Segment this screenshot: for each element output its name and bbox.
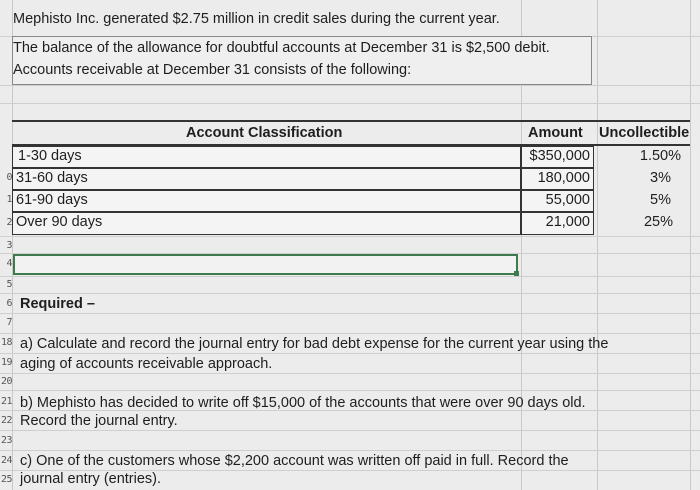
row-amount: $350,000	[529, 148, 590, 164]
grid-line	[597, 0, 598, 490]
row-number: 0	[6, 172, 12, 183]
table-top-border	[12, 120, 690, 122]
row-label: Over 90 days	[16, 214, 103, 230]
row-pct: 5%	[650, 192, 671, 208]
row-amount: 180,000	[537, 170, 590, 186]
row-number: 24	[0, 455, 12, 466]
grid-line	[0, 430, 700, 431]
grid-line	[0, 313, 700, 314]
grid-line	[690, 0, 691, 490]
grid-line	[0, 390, 700, 391]
row-number: 4	[6, 258, 12, 269]
row-number: 5	[6, 279, 12, 290]
task-c-line-2: journal entry (entries).	[20, 471, 162, 487]
row-amount: 55,000	[545, 192, 590, 208]
required-heading: Required –	[20, 296, 95, 312]
row-number: 6	[6, 298, 12, 309]
selected-cell[interactable]	[13, 254, 518, 275]
row-number: 19	[0, 357, 12, 368]
row-number: 20	[0, 376, 12, 387]
task-b-line-2: Record the journal entry.	[20, 413, 178, 429]
row-number: 25	[0, 474, 12, 485]
row-amount: 21,000	[545, 214, 590, 230]
row-number: 7	[6, 317, 12, 328]
intro-line-2: The balance of the allowance for doubtful accounts at December 31 is $2,500 debit.	[13, 40, 550, 56]
header-uncollectible: Uncollectible	[599, 125, 690, 141]
table-row	[12, 146, 521, 168]
row-label: 1-30 days	[18, 148, 82, 164]
row-number: 2	[6, 217, 12, 228]
grid-line	[0, 373, 700, 374]
task-c-line-1: c) One of the customers whose $2,200 account was written off paid in full. Record the	[20, 453, 569, 469]
row-pct: 1.50%	[639, 148, 681, 164]
table-row	[12, 190, 521, 212]
row-number: 23	[0, 435, 12, 446]
table-row	[12, 168, 521, 190]
grid-line	[0, 293, 700, 294]
row-pct: 25%	[643, 214, 673, 230]
grid-line	[0, 276, 700, 277]
intro-line-1: Mephisto Inc. generated $2.75 million in credit sales during the current year.	[13, 11, 500, 27]
grid-line	[0, 333, 700, 334]
task-a-line-2: aging of accounts receivable approach.	[20, 356, 273, 372]
task-b-line-1: b) Mephisto has decided to write off $15,000 of the accounts that were over 90 days old.	[20, 395, 586, 411]
grid-line	[0, 85, 700, 86]
row-label: 61-90 days	[16, 192, 88, 208]
grid-line	[0, 103, 700, 104]
intro-line-3: Accounts receivable at December 31 consists of the following:	[13, 62, 412, 78]
row-number: 3	[6, 240, 12, 251]
header-amount: Amount	[528, 125, 583, 141]
row-number: 18	[0, 337, 12, 348]
header-classification: Account Classification	[186, 125, 343, 141]
row-number: 22	[0, 415, 12, 426]
row-number: 21	[0, 396, 12, 407]
row-pct: 3%	[650, 170, 671, 186]
grid-line	[0, 236, 700, 237]
row-label: 31-60 days	[16, 170, 88, 186]
fill-handle[interactable]	[514, 271, 519, 276]
task-a-line-1: a) Calculate and record the journal entry for bad debt expense for the current year using the	[20, 336, 609, 352]
grid-line	[0, 353, 700, 354]
row-number: 1	[6, 194, 12, 205]
grid-line	[0, 450, 700, 451]
